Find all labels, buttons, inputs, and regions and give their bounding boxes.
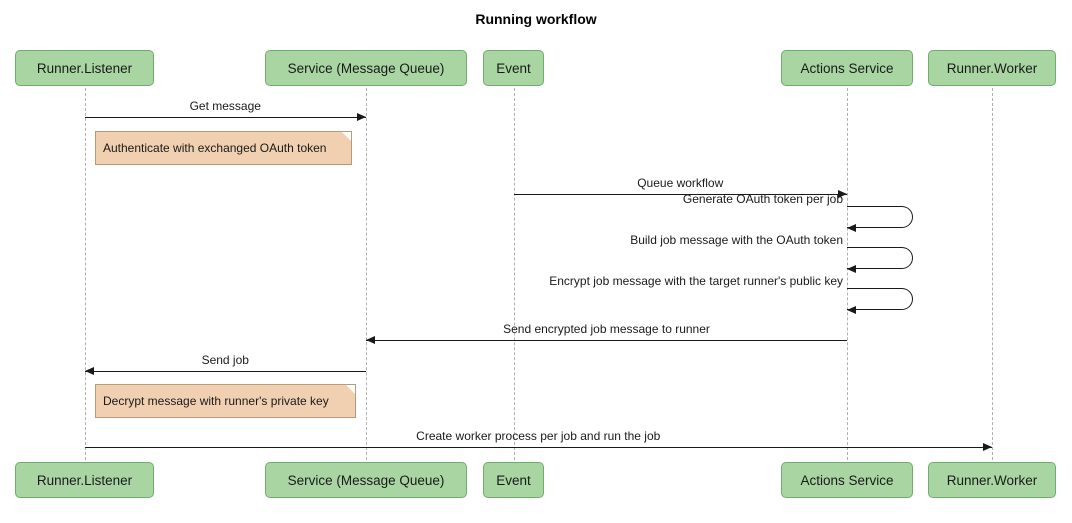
participant-top-4[interactable]: Runner.Worker: [928, 50, 1056, 86]
message-line-6: [85, 371, 367, 372]
note-0: [95, 131, 352, 165]
arrowhead-6: [85, 367, 94, 375]
note-1: [95, 384, 356, 418]
message-line-7: [85, 447, 993, 448]
lifeline-4: [992, 88, 993, 460]
participant-bottom-2[interactable]: Event: [483, 462, 544, 498]
self-message-loop-2: [847, 206, 913, 228]
message-label-4: Encrypt job message with the target runner's public key: [549, 274, 843, 288]
participant-top-1[interactable]: Service (Message Queue): [265, 50, 467, 86]
participant-bottom-4[interactable]: Runner.Worker: [928, 462, 1056, 498]
arrowhead-2: [847, 224, 856, 232]
participant-bottom-1[interactable]: Service (Message Queue): [265, 462, 467, 498]
message-label-6: Send job: [201, 353, 249, 367]
arrowhead-3: [847, 265, 856, 273]
arrowhead-0: [357, 113, 366, 121]
arrowhead-4: [847, 306, 856, 314]
participant-top-3[interactable]: Actions Service: [781, 50, 913, 86]
lifeline-3: [847, 88, 848, 460]
note-fold-icon-1: [346, 385, 355, 394]
arrowhead-5: [366, 336, 375, 344]
self-message-loop-4: [847, 288, 913, 310]
diagram-title: Running workflow: [475, 11, 597, 27]
message-label-1: Queue workflow: [637, 176, 724, 190]
message-label-2: Generate OAuth token per job: [682, 192, 843, 206]
message-line-0: [85, 117, 367, 118]
participant-top-2[interactable]: Event: [483, 50, 544, 86]
message-label-7: Create worker process per job and run the job: [416, 429, 661, 443]
participant-bottom-0[interactable]: Runner.Listener: [15, 462, 154, 498]
participant-top-0[interactable]: Runner.Listener: [15, 50, 154, 86]
message-label-0: Get message: [189, 99, 261, 113]
participant-bottom-3[interactable]: Actions Service: [781, 462, 913, 498]
message-label-5: Send encrypted job message to runner: [503, 322, 710, 336]
note-label-1: Decrypt message with runner's private key: [103, 394, 329, 408]
note-label-0: Authenticate with exchanged OAuth token: [103, 141, 327, 155]
message-label-3: Build job message with the OAuth token: [630, 233, 843, 247]
arrowhead-7: [983, 443, 992, 451]
message-line-5: [366, 340, 847, 341]
note-fold-icon-0: [342, 132, 351, 141]
self-message-loop-3: [847, 247, 913, 269]
